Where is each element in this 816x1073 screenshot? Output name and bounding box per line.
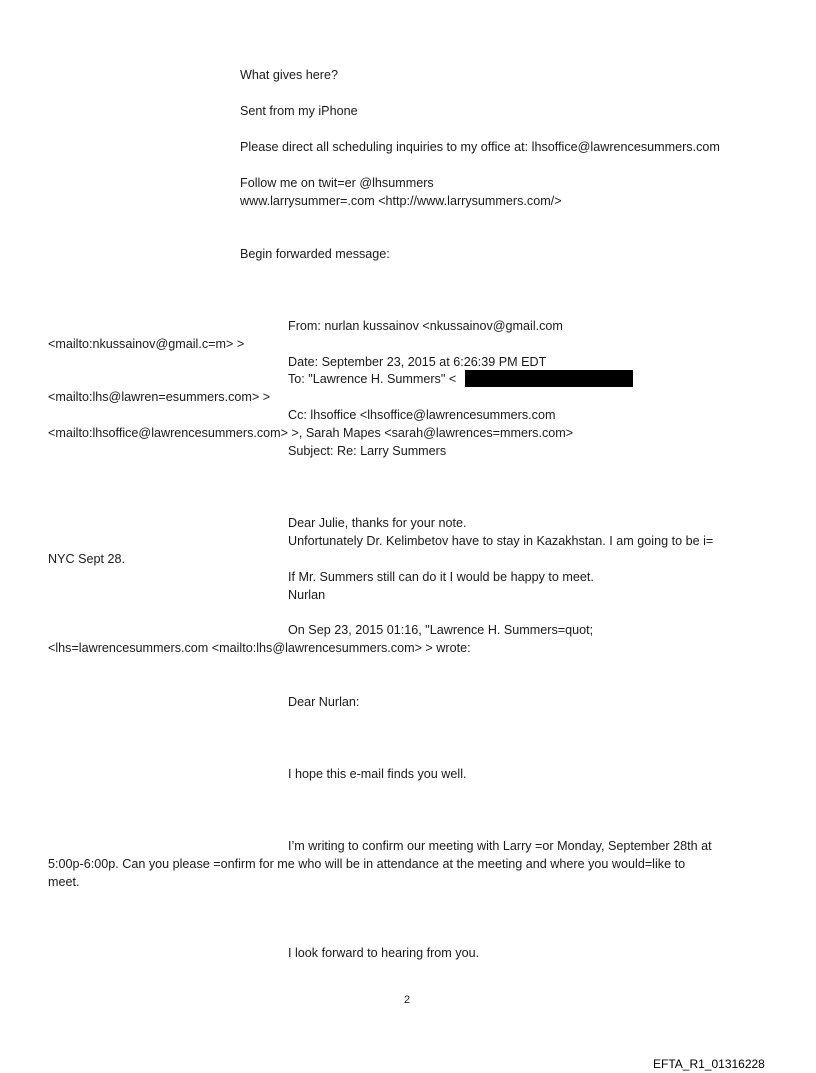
reply-line: If Mr. Summers still can do it I would be happy to meet. — [288, 570, 594, 584]
intro-line: Follow me on twit=er @lhsummers — [240, 176, 434, 190]
from-header: From: nurlan kussainov <nkussainov@gmail.com — [288, 319, 563, 333]
to-header: To: "Lawrence H. Summers" < — [288, 372, 457, 386]
cc-header: Cc: lhsoffice <lhsoffice@lawrencesummers.com — [288, 408, 556, 422]
quoted-line: I’m writing to confirm our meeting with Larry =or Monday, September 28th at — [288, 839, 712, 853]
reply-line: Unfortunately Dr. Kelimbetov have to stay in Kazakhstan. I am going to be i= — [288, 534, 714, 548]
date-header: Date: September 23, 2015 at 6:26:39 PM EDT — [288, 355, 547, 369]
intro-line: Begin forwarded message: — [240, 247, 390, 261]
subject-header: Subject: Re: Larry Summers — [288, 444, 447, 458]
intro-line: Please direct all scheduling inquiries to my office at: lhsoffice@lawrencesummers.com — [240, 140, 720, 154]
reply-signature: Nurlan — [288, 588, 326, 602]
redaction-box — [465, 370, 633, 387]
intro-line: What gives here? — [240, 68, 339, 82]
page-number: 2 — [404, 994, 411, 1006]
intro-line: Sent from my iPhone — [240, 104, 358, 118]
quoted-line: I hope this e-mail finds you well. — [288, 767, 467, 781]
intro-line: www.larrysummer=.com <http://www.larrysummers.com/> — [240, 194, 562, 208]
reply-line: NYC Sept 28. — [48, 552, 126, 566]
quoted-line: 5:00p-6:00p. Can you please =onfirm for me who will be in attendance at the meeting and where you would=like to — [48, 857, 686, 871]
quoted-line: meet. — [48, 875, 80, 889]
cc-header-cont: <mailto:lhsoffice@lawrencesummers.com> >, Sarah Mapes <sarah@lawrences=mmers.com> — [48, 426, 574, 440]
reply-line: On Sep 23, 2015 01:16, "Lawrence H. Summers=quot; — [288, 623, 594, 637]
from-header-cont: <mailto:nkussainov@gmail.c=m> > — [48, 337, 245, 351]
to-header-cont: <mailto:lhs@lawren=esummers.com> > — [48, 390, 271, 404]
reply-line: Dear Julie, thanks for your note. — [288, 516, 467, 530]
quoted-line: Dear Nurlan: — [288, 695, 360, 709]
reply-line: <lhs=lawrencesummers.com <mailto:lhs@lawrencesummers.com> > wrote: — [48, 641, 471, 655]
document-id: EFTA_R1_01316228 — [653, 1057, 765, 1071]
quoted-line: I look forward to hearing from you. — [288, 946, 480, 960]
